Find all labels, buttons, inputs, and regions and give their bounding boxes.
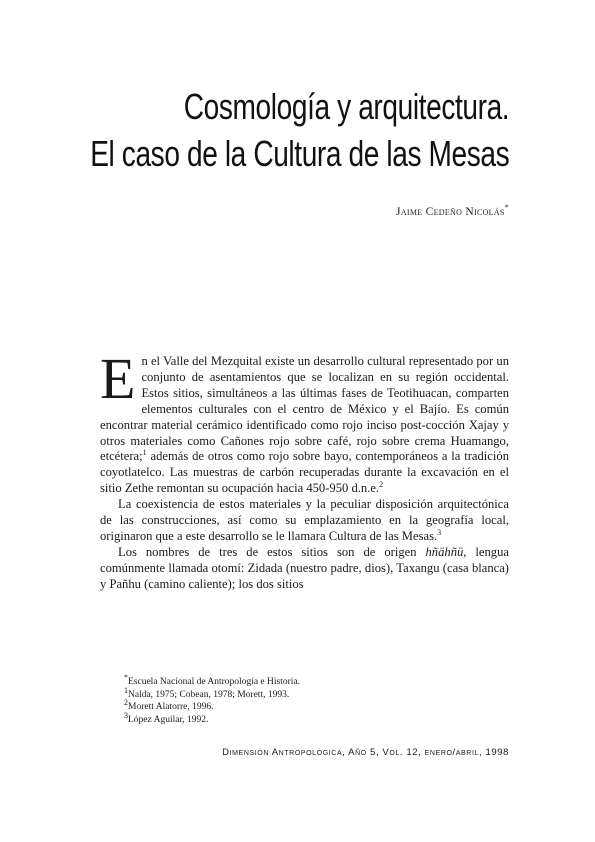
paragraph-1-text-a: n el Valle del Mezquital existe un desarrollo cultural representado por un conjunto de asentamientos que se localizan en su región occidental. Estos sitios, simultáneos a las últimas fases de Teotihuacan, comparten elementos culturales con el centro de México y el Bajío. Es común encontrar material cerámico identificado como rojo inciso post-cocción Xajay y otros materiales como Cañones rojo sobre café, rojo sobre crema Huamango, etcétera;: [100, 354, 509, 464]
footnotes: [124, 672, 504, 726]
article-title-line-2: El caso de la Cultura de las Mesas: [89, 133, 509, 174]
paragraph-3: [100, 545, 509, 593]
footnote-ref-3: 3: [437, 527, 442, 537]
footnote-text: Nalda, 1975; Cobean, 1978; Morett, 1993.: [128, 689, 290, 700]
footnote-ref-1: 1: [142, 448, 147, 458]
paragraph-2-text: La coexistencia de estos materiales y la peculiar disposición arquitectónica de las construcciones, así como su emplazamiento en la geografía local, originaron que a este desarrollo se le llamara Cultura de las Mesas.: [100, 497, 509, 543]
footnote-mark: *: [124, 672, 128, 682]
author-footnote-mark: *: [504, 203, 509, 213]
footnote-item: [124, 698, 504, 714]
footnote-item: [124, 672, 504, 689]
footnote-text: Morett Alatorre, 1996.: [128, 702, 214, 713]
footnote-item: [124, 710, 504, 727]
author-byline: [396, 203, 509, 218]
drop-cap: E: [100, 346, 136, 411]
footnote-mark: 3: [124, 710, 128, 720]
paragraph-1-text-b: además de otros como rojo sobre bayo, contemporáneos a la tradición coyotlatelco. Las muestras de carbón recuperadas durante la excavación en el sitio Zethe remontan su ocupación hacia 450-950 d.n.e.: [100, 449, 509, 496]
paragraph-2: [100, 497, 509, 545]
article-title-line-1: Cosmología y arquitectura.: [183, 86, 509, 127]
article-body: [100, 346, 509, 593]
author-name: Jaime Cedeño Nicolás: [396, 206, 505, 218]
paragraph-3-text-b: , lengua comúnmente llamada otomí: Zidada (nuestro padre, dios), Taxangu (casa blanca) y Pañhu (camino caliente); los dos sitios: [100, 544, 509, 591]
footnote-mark: 2: [124, 698, 128, 708]
running-footer: Dimensión Antropológica, Año 5, Vol. 12, enero/abril, 1998: [222, 747, 509, 758]
footnote-mark: 1: [124, 685, 128, 695]
paragraph-1: [100, 346, 509, 497]
footnote-ref-2: 2: [379, 480, 384, 490]
paragraph-3-italic-term: hñähñü: [425, 544, 464, 559]
footnote-text: López Aguilar, 1992.: [128, 714, 209, 725]
footnote-item: [124, 685, 504, 702]
footnote-text: Escuela Nacional de Antropología e Historia.: [128, 677, 301, 687]
paragraph-3-text-a: Los nombres de tres de estos sitios son de origen: [118, 544, 426, 559]
